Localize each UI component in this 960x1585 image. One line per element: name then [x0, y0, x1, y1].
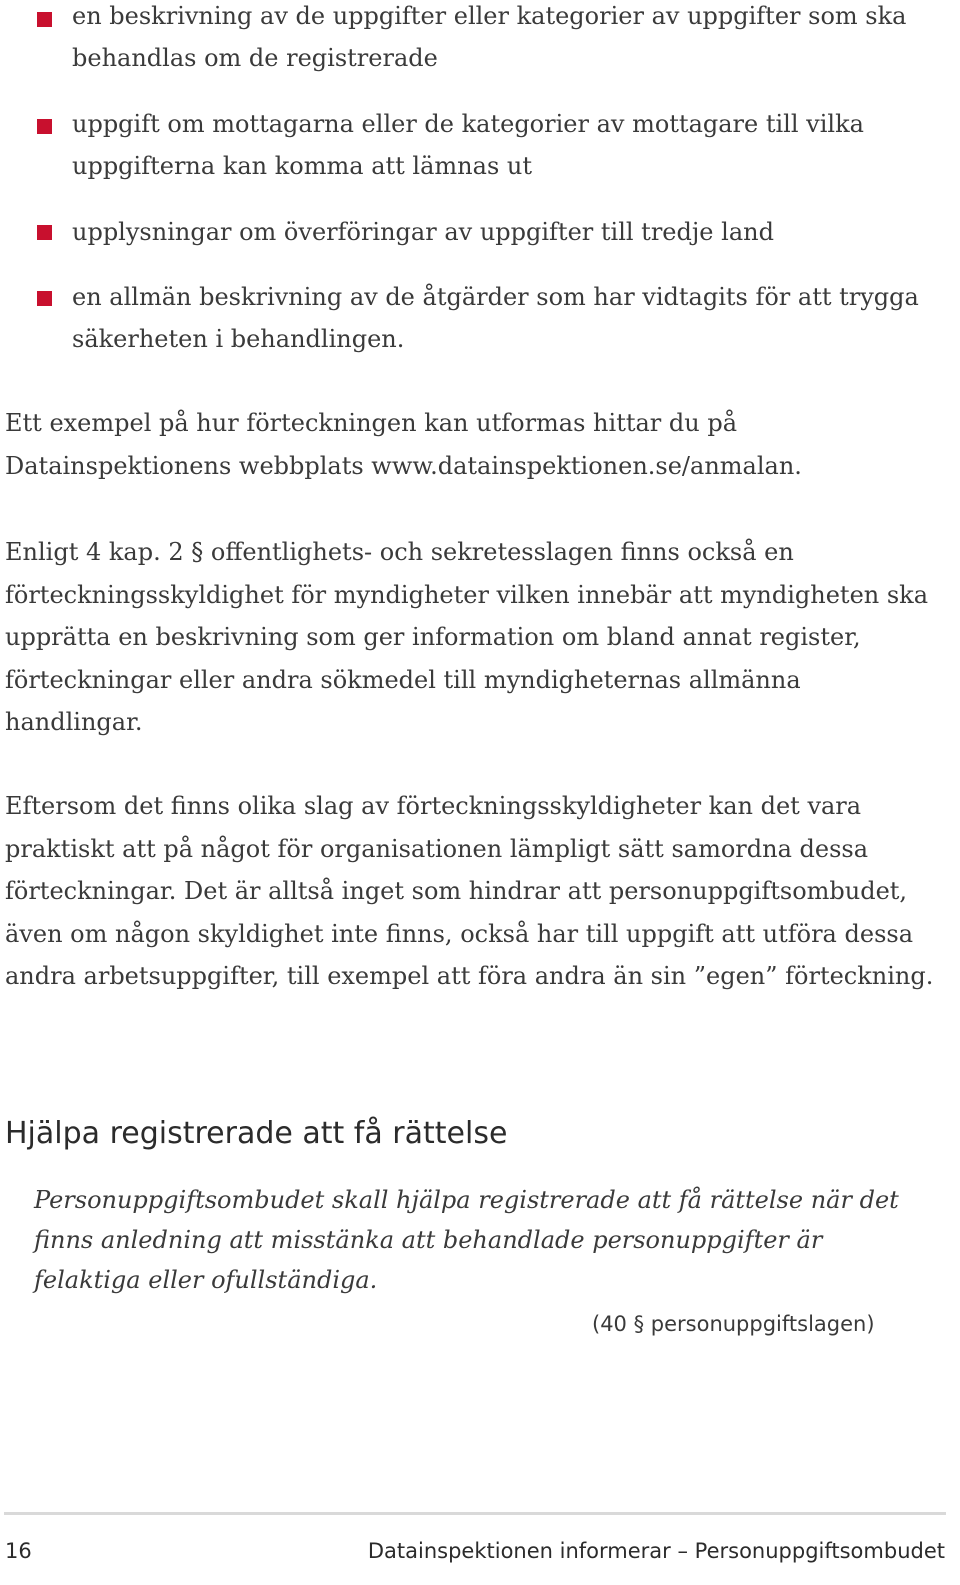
bullet-square-icon [37, 291, 52, 306]
samordning-paragraph: Eftersom det finns olika slag av förteckningsskyldigheter kan det vara praktiskt att på något för organisationen lämpligt sätt samordna dessa förteckningar. Det är alltså inget som hindrar att personuppgiftsombudet, även om någon skyldighet inte finns, också har till uppgift att utföra dessa andra arbetsuppgifter, till exempel att föra andra än sin ”egen” förteckning. [5, 792, 934, 990]
bullet-square-icon [37, 12, 52, 27]
law-quote: Personuppgiftsombudet skall hjälpa registrerade att få rättelse när det finns anledning att misstänka att behandlade personuppgifter är felaktiga eller ofullständiga. [34, 1186, 899, 1294]
bullet-square-icon [37, 119, 52, 134]
law-citation: (40 § personuppgiftslagen) [592, 1312, 875, 1336]
example-paragraph: Ett exempel på hur förteckningen kan utformas hittar du på Datainspektionens webbplats www.datainspektionen.se/anmalan. [5, 409, 802, 480]
list-item-text: en allmän beskrivning av de åtgärder som har vidtagits för att trygga säkerheten i behandlingen. [72, 283, 919, 353]
page-number: 16 [5, 1539, 32, 1563]
section-heading: Hjälpa registrerade att få rättelse [5, 1116, 508, 1151]
list-item-text: upplysningar om överföringar av uppgifter till tredje land [72, 218, 774, 246]
offentlighet-paragraph: Enligt 4 kap. 2 § offentlighets- och sekretesslagen finns också en förteckningsskyldighet för myndigheter vilken innebär att myndigheten ska upprätta en beskrivning som ger information om bland annat register, förteckningar eller andra sökmedel till myndigheternas allmänna handlingar. [5, 538, 929, 736]
footer-title: Datainspektionen informerar – Personuppgiftsombudet [367, 1539, 945, 1563]
bullet-square-icon [37, 225, 52, 240]
list-item-text: uppgift om mottagarna eller de kategorier av mottagare till vilka uppgifterna kan komma att lämnas ut [72, 110, 864, 180]
footer-divider [4, 1512, 946, 1515]
list-item-text: en beskrivning av de uppgifter eller kategorier av uppgifter som ska behandlas om de registrerade [72, 2, 907, 72]
